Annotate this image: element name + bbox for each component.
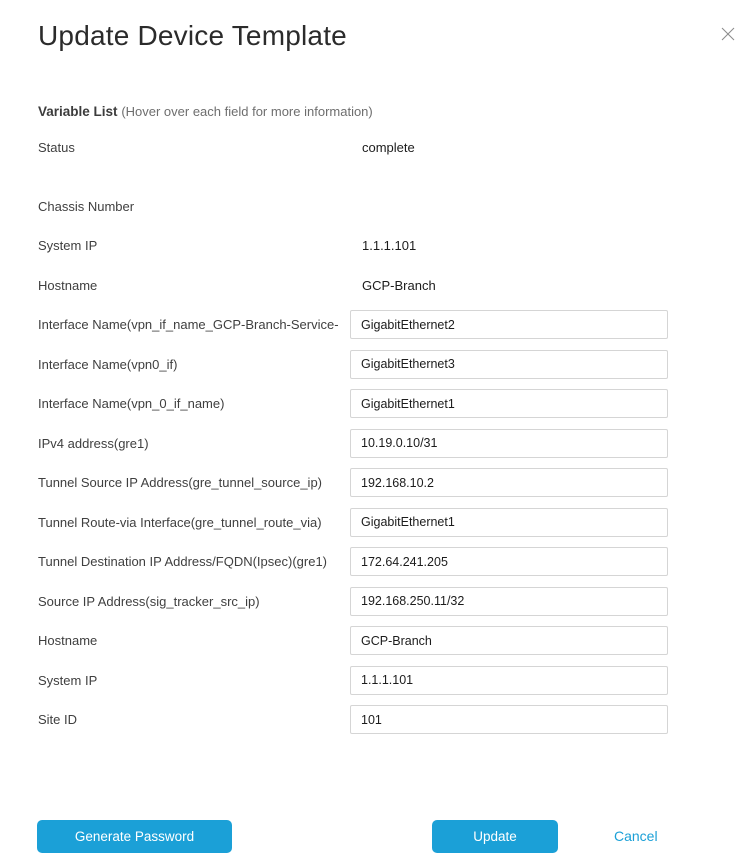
field-input[interactable] (350, 547, 668, 576)
field-row (38, 345, 714, 385)
field-row (38, 700, 714, 740)
field-value: complete (362, 140, 415, 156)
field-row (38, 463, 714, 503)
field-label: Tunnel Source IP Address(gre_tunnel_source_ip) (38, 475, 323, 491)
variable-list-label: Variable List (38, 104, 118, 119)
field-label: IPv4 address(gre1) (38, 435, 149, 451)
update-device-template-dialog (0, 20, 752, 865)
field-label: Chassis Number (38, 198, 135, 214)
field-row (38, 187, 714, 227)
field-input[interactable] (350, 429, 668, 458)
variable-list-heading (38, 104, 714, 120)
field-label: Hostname (38, 633, 98, 649)
field-row (38, 305, 714, 345)
generate-password-button[interactable]: Generate Password (37, 820, 232, 853)
field-row (38, 621, 714, 661)
field-row (38, 266, 714, 306)
field-label: Tunnel Route-via Interface(gre_tunnel_route_via) (38, 514, 322, 530)
close-icon[interactable] (720, 26, 736, 42)
field-label: Site ID (38, 712, 78, 728)
field-input[interactable] (350, 310, 668, 339)
field-rows (38, 128, 714, 740)
field-input[interactable] (350, 508, 668, 537)
cancel-button[interactable]: Cancel (614, 828, 658, 844)
update-button[interactable]: Update (432, 820, 558, 853)
field-input[interactable] (350, 705, 668, 734)
field-input[interactable] (350, 389, 668, 418)
field-label: Interface Name(vpn_0_if_name) (38, 396, 225, 412)
field-label: Hostname (38, 277, 98, 293)
dialog-footer (0, 820, 752, 854)
field-row (38, 542, 714, 582)
field-label: System IP (38, 238, 98, 254)
field-input[interactable] (350, 626, 668, 655)
page-title: Update Device Template (38, 20, 347, 51)
field-label: Interface Name(vpn0_if) (38, 356, 178, 372)
field-row (38, 661, 714, 701)
field-input[interactable] (350, 468, 668, 497)
field-input[interactable] (350, 587, 668, 616)
field-label: Interface Name(vpn_if_name_GCP-Branch-Service- (38, 317, 339, 333)
field-row (38, 384, 714, 424)
field-label: System IP (38, 672, 98, 688)
field-row (38, 128, 714, 168)
variable-list-hint: (Hover over each field for more information) (121, 104, 373, 119)
field-row (38, 424, 714, 464)
field-row (38, 503, 714, 543)
field-label: Status (38, 140, 75, 156)
field-label: Source IP Address(sig_tracker_src_ip) (38, 593, 260, 609)
field-input[interactable] (350, 666, 668, 695)
field-value: GCP-Branch (362, 277, 436, 293)
field-row (38, 226, 714, 266)
field-row (38, 582, 714, 622)
field-input[interactable] (350, 350, 668, 379)
field-value: 1.1.1.101 (362, 238, 417, 254)
field-label: Tunnel Destination IP Address/FQDN(Ipsec)(gre1) (38, 554, 328, 570)
